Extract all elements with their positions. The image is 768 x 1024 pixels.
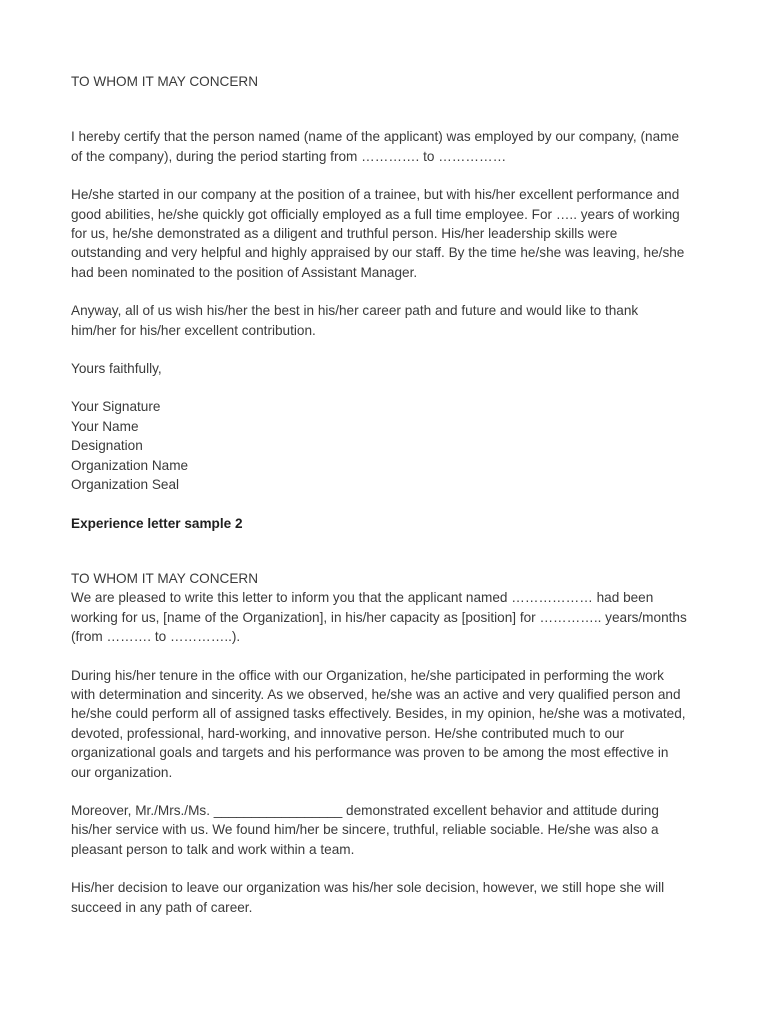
document-page [71, 72, 711, 917]
sample-2-heading: Experience letter sample 2 [71, 515, 243, 531]
wishes-paragraph: Anyway, all of us wish his/her the best in his/her career path and future and would like to thank him/her for his/her excellent contribution. [71, 303, 639, 338]
performance-paragraph: He/she started in our company at the position of a trainee, but with his/her excellent performance and good abilities, he/she quickly got officially employed as a full time employee. For ….. years of working for us, he/she demonstrated as a diligent and truthful person. His/her leadership skills were outstanding and very helpful and highly appraised by our staff. By the time he/she was leaving, he/she had been nominated to the position of Assistant Manager. [71, 187, 685, 280]
salutation: TO WHOM IT MAY CONCERN [71, 74, 259, 89]
sample-2-intro-paragraph: TO WHOM IT MAY CONCERN We are pleased to write this letter to inform you that the applicant named ……………… had been working for us, [name of the Organization], in his/her capacity as [position] for ………….. years/months (from ………. to …………..). [71, 570, 687, 645]
sample-2-tenure-paragraph: During his/her tenure in the office with our Organization, he/she participated in performing the work with determination and sincerity. As we observed, he/she was an active and very qualified person and he/she could perform all of assigned tasks effectively. Besides, in my opinion, he/she was a motivated, devoted, professional, hard-working, and innovative person. He/she contributed much to our organizational goals and targets and his performance was proven to be among the most effective in our organization. [71, 667, 686, 780]
signature-block: Your Signature Your Name Designation Organization Name Organization Seal [71, 399, 189, 493]
sample-2-decision-paragraph: His/her decision to leave our organization was his/her sole decision, however, we still hope she will succeed in any path of career. [71, 880, 665, 915]
certification-paragraph: I hereby certify that the person named (name of the applicant) was employed by our company, (name of the company), during the period starting from …………. to …………… [71, 129, 680, 164]
closing: Yours faithfully, [71, 361, 162, 377]
sample-2-behavior-paragraph: Moreover, Mr./Mrs./Ms. _________________ demonstrated excellent behavior and attitude during his/her service with us. We found him/her be sincere, truthful, reliable sociable. He/she was also a pleasant person to talk and work within a team. [71, 802, 659, 857]
